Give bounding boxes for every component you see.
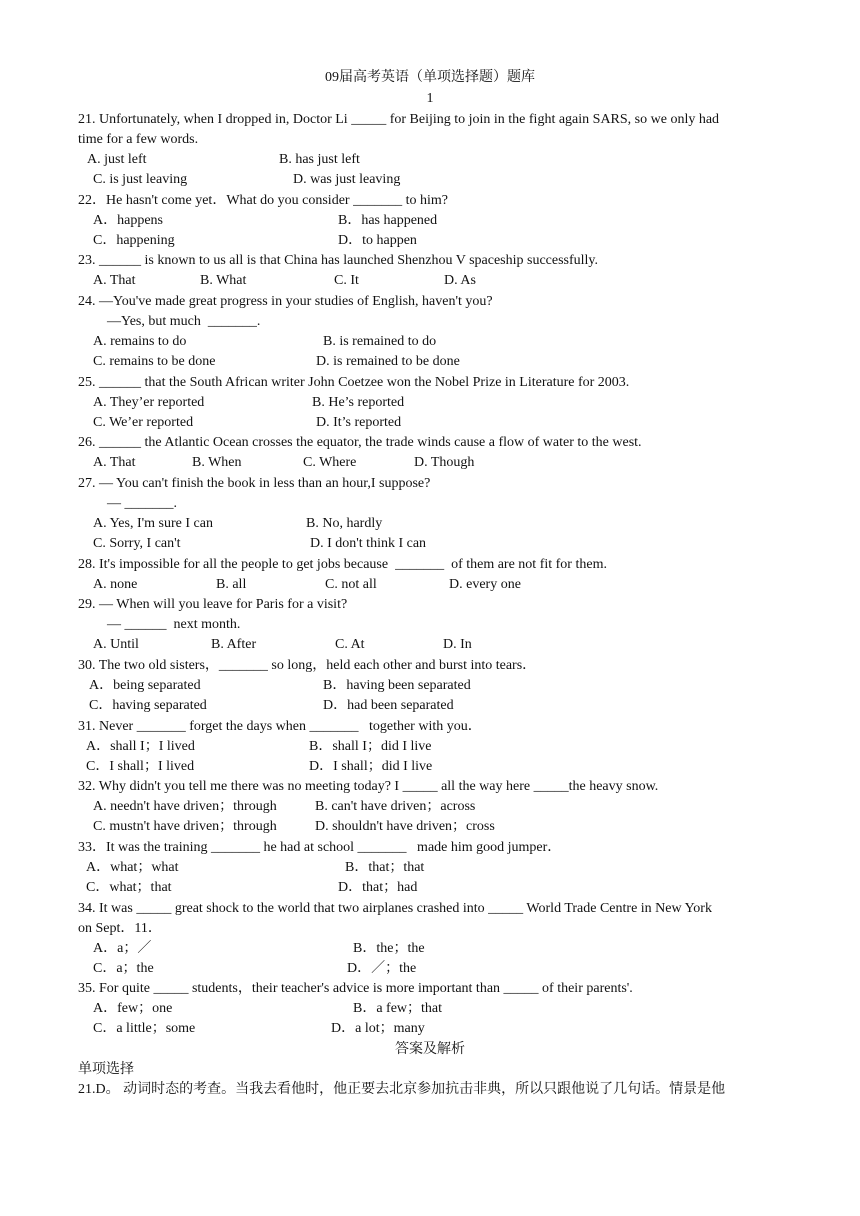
- question-32-stem: 32. Why didn't you tell me there was no meeting today? I _____ all the way here _____the heavy snow.: [78, 779, 659, 794]
- question-34-stem-cont: on Sept．11．: [78, 921, 162, 936]
- question-25-option-b: B. He’s reported: [312, 395, 405, 410]
- question-23-option-b: B. What: [200, 273, 247, 288]
- question-24-option-c: C. remains to be done: [93, 354, 216, 369]
- question-29-option-a: A. Until: [93, 637, 139, 652]
- question-21-option-d: D. was just leaving: [293, 172, 401, 187]
- question-27-option-b: B. No, hardly: [306, 516, 383, 531]
- answers-heading: 答案及解析: [395, 1042, 465, 1057]
- question-27-stem: 27. — You can't finish the book in less than an hour,I suppose?: [78, 476, 431, 491]
- question-29-option-d: D. In: [443, 637, 472, 652]
- question-21-stem: 21. Unfortunately, when I dropped in, Doctor Li _____ for Beijing to join in the fight again SARS, so we only had: [78, 112, 720, 127]
- question-34-stem: 34. It was _____ great shock to the world that two airplanes crashed into _____ World Trade Centre in New York: [78, 901, 712, 916]
- question-33-stem: 33．It was the training _______ he had at school _______ made him good jumper．: [78, 840, 562, 855]
- question-31-option-c: C．I shall；I lived: [86, 759, 195, 774]
- question-25-option-c: C. We’er reported: [93, 415, 194, 430]
- question-22-option-b: B．has happened: [338, 213, 438, 228]
- question-25-option-d: D. It’s reported: [316, 415, 402, 430]
- question-31-option-a: A．shall I；I lived: [86, 739, 195, 754]
- question-33-option-b: B．that；that: [345, 860, 425, 875]
- question-27-reply: — _______.: [107, 496, 177, 511]
- question-22-option-a: A．happens: [93, 213, 163, 228]
- question-32-option-a: A. needn't have driven；through: [93, 799, 277, 814]
- question-34-option-c: C．a；the: [93, 961, 154, 976]
- question-35-option-c: C．a little；some: [93, 1021, 196, 1036]
- question-26-option-a: A. That: [93, 455, 136, 470]
- question-35-stem: 35. For quite _____ students，their teacher's advice is more important than _____ of their parents'.: [78, 981, 633, 996]
- question-21-option-a: A. just left: [87, 152, 147, 167]
- question-28-option-a: A. none: [93, 577, 138, 592]
- question-27-option-d: D. I don't think I can: [310, 536, 427, 551]
- question-21-option-b: B. has just left: [279, 152, 360, 167]
- question-35-option-b: B．a few；that: [353, 1001, 443, 1016]
- question-23-stem: 23. ______ is known to us all is that China has launched Shenzhou V spaceship successfully.: [78, 253, 599, 268]
- question-33-option-c: C．what；that: [86, 880, 172, 895]
- question-26-option-d: D. Though: [414, 455, 475, 470]
- page-number: 1: [426, 91, 434, 106]
- question-23-option-a: A. That: [93, 273, 136, 288]
- question-26-stem: 26. ______ the Atlantic Ocean crosses the equator, the trade winds cause a flow of water to the west.: [78, 435, 642, 450]
- question-25-stem: 25. ______ that the South African writer John Coetzee won the Nobel Prize in Literature for 2003.: [78, 375, 630, 390]
- question-34-option-a: A．a；／: [93, 941, 152, 956]
- question-28-option-d: D. every one: [449, 577, 521, 592]
- question-24-reply: —Yes, but much _______.: [107, 314, 261, 329]
- answers-section-label: 单项选择: [78, 1062, 134, 1077]
- question-24-option-b: B. is remained to do: [323, 334, 437, 349]
- question-24-stem: 24. —You've made great progress in your studies of English, haven't you?: [78, 294, 493, 309]
- question-21-option-c: C. is just leaving: [93, 172, 188, 187]
- question-29-reply: — ______ next month.: [107, 617, 241, 632]
- question-27-option-c: C. Sorry, I can't: [93, 536, 181, 551]
- question-28-option-b: B. all: [216, 577, 247, 592]
- question-22-stem: 22．He hasn't come yet．What do you consider _______ to him?: [78, 193, 448, 208]
- question-29-option-b: B. After: [211, 637, 257, 652]
- question-30-option-c: C．having separated: [89, 698, 207, 713]
- question-24-option-a: A. remains to do: [93, 334, 187, 349]
- question-26-option-c: C. Where: [303, 455, 357, 470]
- question-33-option-d: D．that；had: [338, 880, 418, 895]
- document-title: 09届高考英语（单项选择题）题库: [325, 70, 535, 85]
- question-22-option-d: D．to happen: [338, 233, 417, 248]
- question-31-option-d: D．I shall；did I live: [309, 759, 433, 774]
- question-21-stem-cont: time for a few words.: [78, 132, 199, 147]
- question-32-option-b: B. can't have driven；across: [315, 799, 476, 814]
- question-23-option-d: D. As: [444, 273, 476, 288]
- question-31-option-b: B．shall I；did I live: [309, 739, 432, 754]
- question-23-option-c: C. It: [334, 273, 359, 288]
- question-33-option-a: A．what；what: [86, 860, 179, 875]
- question-35-option-d: D．a lot；many: [331, 1021, 425, 1036]
- question-28-stem: 28. It's impossible for all the people to get jobs because _______ of them are not fit for them.: [78, 557, 607, 572]
- question-35-option-a: A．few；one: [93, 1001, 173, 1016]
- question-25-option-a: A. They’er reported: [93, 395, 205, 410]
- question-30-option-a: A．being separated: [89, 678, 201, 693]
- question-30-option-b: B．having been separated: [323, 678, 471, 693]
- question-32-option-d: D. shouldn't have driven；cross: [315, 819, 495, 834]
- question-22-option-c: C．happening: [93, 233, 175, 248]
- question-28-option-c: C. not all: [325, 577, 377, 592]
- question-30-option-d: D．had been separated: [323, 698, 454, 713]
- question-34-option-b: B．the；the: [353, 941, 425, 956]
- question-30-stem: 30. The two old sisters，_______ so long，held each other and burst into tears．: [78, 658, 537, 673]
- question-29-option-c: C. At: [335, 637, 365, 652]
- question-29-stem: 29. — When will you leave for Paris for a visit?: [78, 597, 348, 612]
- question-27-option-a: A. Yes, I'm sure I can: [93, 516, 213, 531]
- question-31-stem: 31. Never _______ forget the days when _______ together with you．: [78, 719, 482, 734]
- answer-21-explanation: 21.D。 动词时态的考查。当我去看他时，他正要去北京参加抗击非典，所以只跟他说了几句话。情景是他: [78, 1082, 726, 1097]
- question-32-option-c: C. mustn't have driven；through: [93, 819, 277, 834]
- question-26-option-b: B. When: [192, 455, 242, 470]
- question-34-option-d: D．／；the: [347, 961, 417, 976]
- question-24-option-d: D. is remained to be done: [316, 354, 460, 369]
